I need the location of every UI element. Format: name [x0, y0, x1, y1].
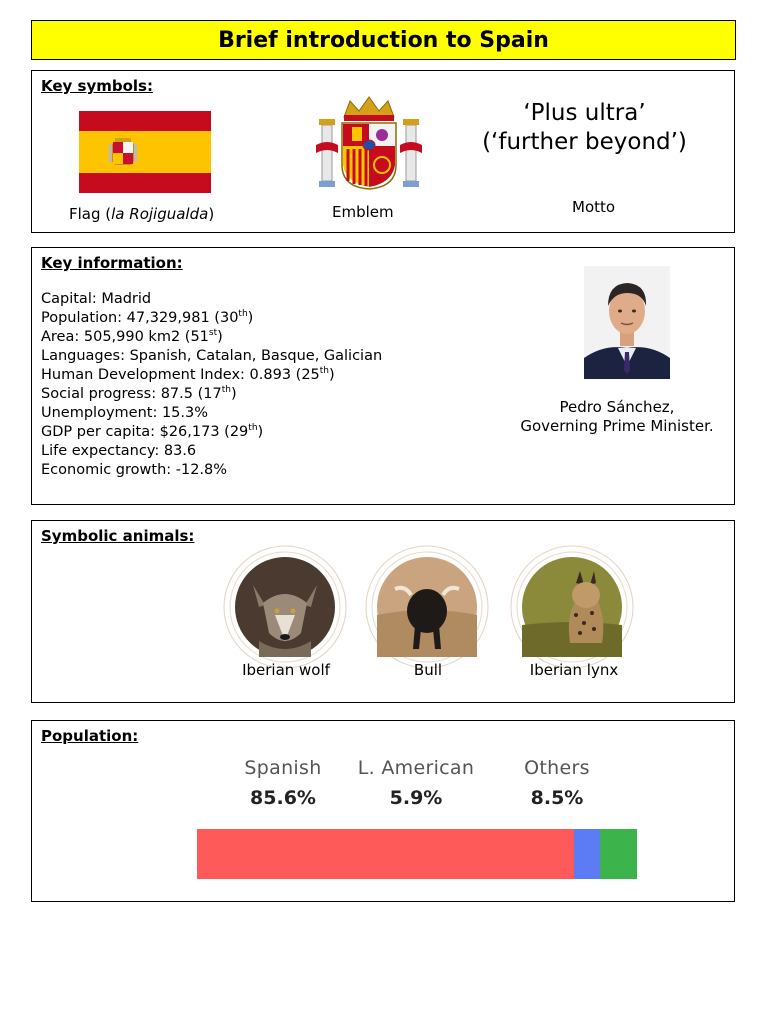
motto-label: Motto — [572, 198, 616, 216]
key-fact-row: Population: 47,329,981 (30th) — [41, 309, 254, 326]
iberian-lynx-label: Iberian lynx — [529, 661, 619, 679]
key-fact-row: GDP per capita: $26,173 (29th) — [41, 423, 264, 440]
key-facts-list — [41, 290, 382, 480]
key-fact-row: Human Development Index: 0.893 (25th) — [41, 366, 335, 383]
population-bar-segment-2 — [600, 829, 637, 879]
flag-label: Flag (la Rojigualda) — [69, 205, 215, 223]
population-bar-segment-1 — [574, 829, 600, 879]
iberian-wolf-label: Iberian wolf — [242, 661, 330, 679]
key-symbols-section — [31, 70, 735, 233]
key-fact-row: Area: 505,990 km2 (51st) — [41, 328, 223, 345]
population-group-value-spanish: 85.6% — [250, 787, 316, 809]
population-heading: Population: — [41, 727, 139, 745]
key-symbols-heading: Key symbols: — [41, 77, 153, 95]
population-group-value-others: 8.5% — [530, 787, 584, 809]
key-information-heading: Key information: — [41, 254, 183, 272]
bull-label: Bull — [413, 661, 443, 679]
motto-text: ‘Plus ultra’ (‘further beyond’) — [482, 100, 687, 155]
key-fact-row: Social progress: 87.5 (17th) — [41, 385, 237, 402]
key-fact-row: Economic growth: -12.8% — [41, 462, 228, 478]
bull-image — [365, 545, 489, 669]
key-fact-row: Life expectancy: 83.6 — [41, 443, 197, 459]
symbolic-animals-section — [31, 520, 735, 703]
key-information-section — [31, 247, 735, 505]
symbolic-animals-heading: Symbolic animals: — [41, 527, 195, 545]
key-fact-row: Capital: Madrid — [41, 291, 152, 307]
key-fact-row: Languages: Spanish, Catalan, Basque, Galician — [41, 348, 383, 364]
emblem-label: Emblem — [332, 203, 394, 221]
population-group-name-latin-american: L. American — [357, 757, 475, 779]
iberian-wolf-image — [223, 545, 347, 669]
page-title-banner — [31, 20, 736, 60]
population-group-name-others: Others — [524, 757, 590, 779]
page-title: Brief introduction to Spain — [218, 27, 549, 53]
spain-flag-image — [79, 111, 211, 193]
population-group-value-latin-american: 5.9% — [389, 787, 443, 809]
population-group-name-spanish: Spanish — [244, 757, 322, 779]
population-bar-segment-0 — [197, 829, 574, 879]
population-section — [31, 720, 735, 902]
prime-minister-caption: Pedro Sánchez, Governing Prime Minister. — [520, 398, 714, 435]
iberian-lynx-image — [510, 545, 634, 669]
key-fact-row: Unemployment: 15.3% — [41, 405, 209, 421]
coat-of-arms-emblem-image — [314, 95, 424, 193]
prime-minister-portrait — [584, 266, 670, 379]
